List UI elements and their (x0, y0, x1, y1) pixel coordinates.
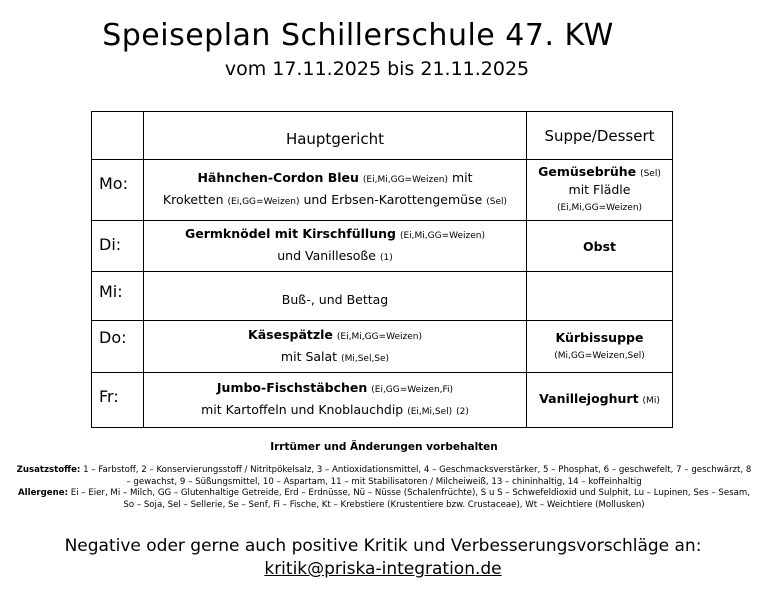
main-dish-cell: Buß-, und Bettag (144, 272, 527, 321)
soup-dessert-cell: Vanillejoghurt (Mi) (527, 373, 673, 428)
day-label: Mo: (92, 160, 144, 221)
header-day (92, 112, 144, 160)
day-label: Do: (92, 321, 144, 373)
main-dish-cell: Käsespätzle (Ei,Mi,GG=Weizen) mit Salat (Mi,Sel,Se) (144, 321, 527, 373)
feedback-section (0, 535, 766, 581)
table-row (92, 321, 673, 373)
soup-dessert-cell (527, 272, 673, 321)
table-row (92, 221, 673, 272)
header-soup-dessert: Suppe/Dessert (527, 112, 673, 160)
menu-table (91, 111, 673, 428)
feedback-text: Negative oder gerne auch positive Kritik und Verbesserungsvorschläge an: (64, 536, 702, 556)
page-title: Speiseplan Schillerschule 47. KW (102, 18, 614, 53)
additives-text: 1 – Farbstoff, 2 – Konservierungsstoff / Nitritpökelsalz, 3 – Antioxidationsmittel, 4 – Geschmacksverstärker, 5 – Phosphat, 6 – geschwefelt, 7 – geschwärzt, 8 – gewachst, 9 – Süßungsmittel, 10 – Aspartam, 11 – mit Stabilisatoren / Milcheiweiß, 13 – chininhaltig, 14 – koffeinhaltig (83, 465, 752, 487)
main-dish-cell: Jumbo-Fischstäbchen (Ei,GG=Weizen,Fi) mit Kartoffeln und Knoblauchdip (Ei,Mi,Sel) (2) (144, 373, 527, 428)
allergens-label: Allergene: (18, 488, 69, 498)
main-dish-cell: Germknödel mit Kirschfüllung (Ei,Mi,GG=Weizen) und Vanillesoße (1) (144, 221, 527, 272)
day-label: Fr: (92, 373, 144, 428)
day-label: Mi: (92, 272, 144, 321)
table-header-row (92, 112, 673, 160)
header-main-dish: Hauptgericht (144, 112, 527, 160)
legend-block (14, 465, 754, 511)
table-row (92, 272, 673, 321)
table-row (92, 160, 673, 221)
date-range: vom 17.11.2025 bis 21.11.2025 (224, 58, 530, 80)
day-label: Di: (92, 221, 144, 272)
disclaimer-notice: Irrtümer und Änderungen vorbehalten (270, 441, 498, 453)
soup-dessert-cell: Kürbissuppe (Mi,GG=Weizen,Sel) (527, 321, 673, 373)
table-row (92, 373, 673, 428)
soup-dessert-cell: Gemüsebrühe (Sel) mit Flädle (Ei,Mi,GG=Weizen) (527, 160, 673, 221)
additives-label: Zusatzstoffe: (16, 465, 81, 475)
feedback-email-link[interactable]: kritik@priska-integration.de (264, 559, 502, 579)
main-dish-cell: Hähnchen-Cordon Bleu (Ei,Mi,GG=Weizen) mit Kroketten (Ei,GG=Weizen) und Erbsen-Karottengemüse (Sel) (144, 160, 527, 221)
soup-dessert-cell: Obst (527, 221, 673, 272)
allergens-text: Ei – Eier, Mi – Milch, GG – Glutenhaltige Getreide, Erd – Erdnüsse, Nü – Nüsse (Schalenfrüchte), S u S – Schwefeldioxid und Sulphit, Lu – Lupinen, Ses – Sesam, So – Soja, Sel – Sellerie, Se – Senf, Fi – Fische, Kt – Krebstiere (Krustentiere bzw. Crustaceae), Wt – Weichtiere (Mollusken) (70, 488, 750, 510)
